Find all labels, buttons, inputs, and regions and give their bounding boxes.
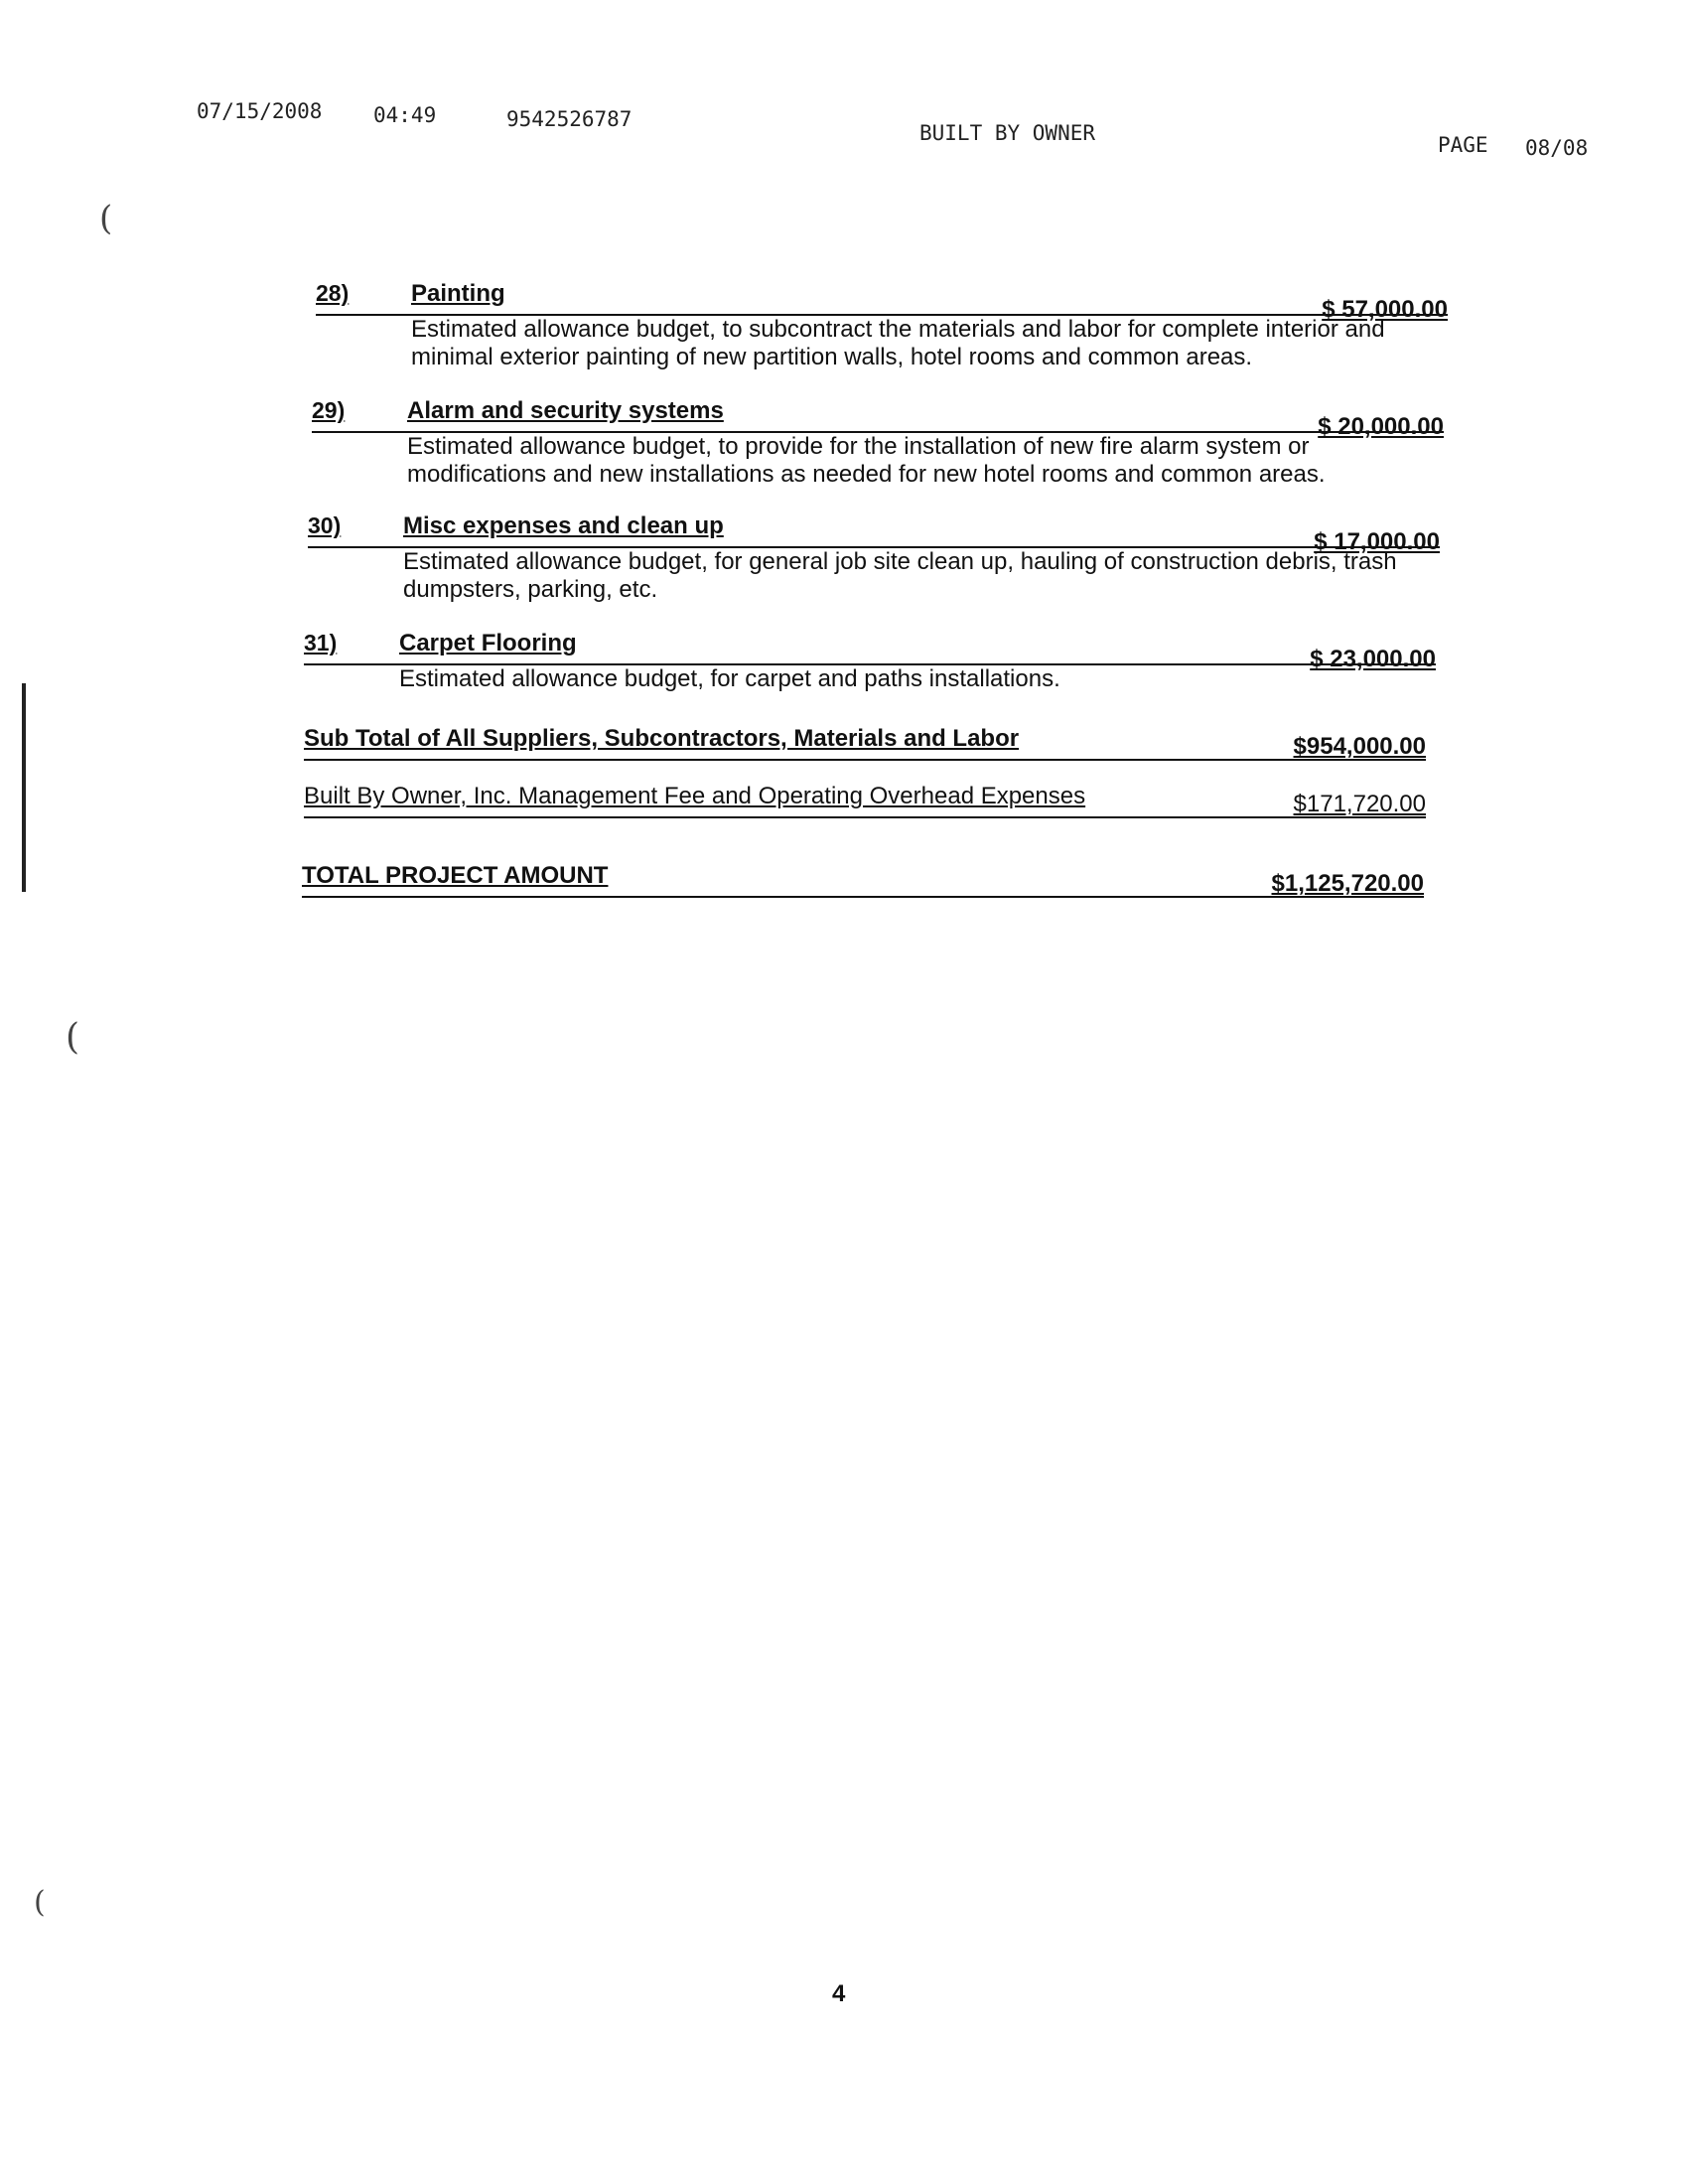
item-title: Painting xyxy=(411,280,505,307)
item-header xyxy=(308,507,1440,555)
fax-date: 07/15/2008 xyxy=(197,99,323,123)
management-fee-label: Built By Owner, Inc. Management Fee and Operating Overhead Expenses xyxy=(304,783,1086,809)
budget-item xyxy=(316,274,1448,371)
fax-page-label: PAGE xyxy=(1438,133,1488,157)
item-header xyxy=(304,624,1436,672)
fax-page-number: 08/08 xyxy=(1525,136,1589,160)
subtotal-row xyxy=(304,719,1426,761)
item-description: Estimated allowance budget, to subcontract the materials and labor for complete interior and minimal exterior painting of new partition walls, hotel rooms and common areas. xyxy=(411,316,1385,370)
scan-mark: ( xyxy=(99,199,113,238)
subtotal-label: Sub Total of All Suppliers, Subcontractors, Materials and Labor xyxy=(304,725,1020,752)
item-header xyxy=(312,391,1444,440)
total-row xyxy=(302,856,1424,898)
budget-item xyxy=(304,624,1436,693)
fax-time: 04:49 xyxy=(373,103,437,127)
item-title: Carpet Flooring xyxy=(399,630,577,656)
fax-sender: BUILT BY OWNER xyxy=(919,121,1096,145)
budget-item xyxy=(312,391,1444,489)
item-description: Estimated allowance budget, to provide for the installation of new fire alarm system or modifications and new installations as needed for new hotel rooms and common areas. xyxy=(407,433,1326,488)
total-amount: $1,125,720.00 xyxy=(1271,870,1424,897)
management-fee-row xyxy=(304,777,1426,818)
item-amount: $ 20,000.00 xyxy=(1318,413,1444,440)
item-amount: $ 57,000.00 xyxy=(1322,296,1448,323)
item-description: Estimated allowance budget, for general job site clean up, hauling of construction debris, trash dumpsters, parking, etc. xyxy=(403,548,1397,603)
item-number: 29) xyxy=(312,397,346,423)
scan-mark: ( xyxy=(66,1017,80,1058)
scan-edge-bar xyxy=(22,683,26,892)
item-number: 28) xyxy=(316,280,350,306)
item-amount: $ 23,000.00 xyxy=(1310,646,1436,672)
item-title: Misc expenses and clean up xyxy=(403,512,724,539)
item-title: Alarm and security systems xyxy=(407,397,724,424)
budget-item xyxy=(308,507,1440,604)
scan-mark: ( xyxy=(34,1885,46,1920)
management-fee-amount: $171,720.00 xyxy=(1293,791,1426,817)
item-number: 30) xyxy=(308,512,342,538)
item-amount: $ 17,000.00 xyxy=(1314,528,1440,555)
item-description: Estimated allowance budget, for carpet and paths installations. xyxy=(399,665,1060,692)
item-number: 31) xyxy=(304,630,338,655)
fax-header xyxy=(0,0,1688,169)
fax-phone-number: 9542526787 xyxy=(506,107,633,131)
item-header xyxy=(316,274,1448,323)
subtotal-amount: $954,000.00 xyxy=(1293,733,1426,760)
total-label: TOTAL PROJECT AMOUNT xyxy=(302,862,609,889)
page-number: 4 xyxy=(832,1980,846,2007)
